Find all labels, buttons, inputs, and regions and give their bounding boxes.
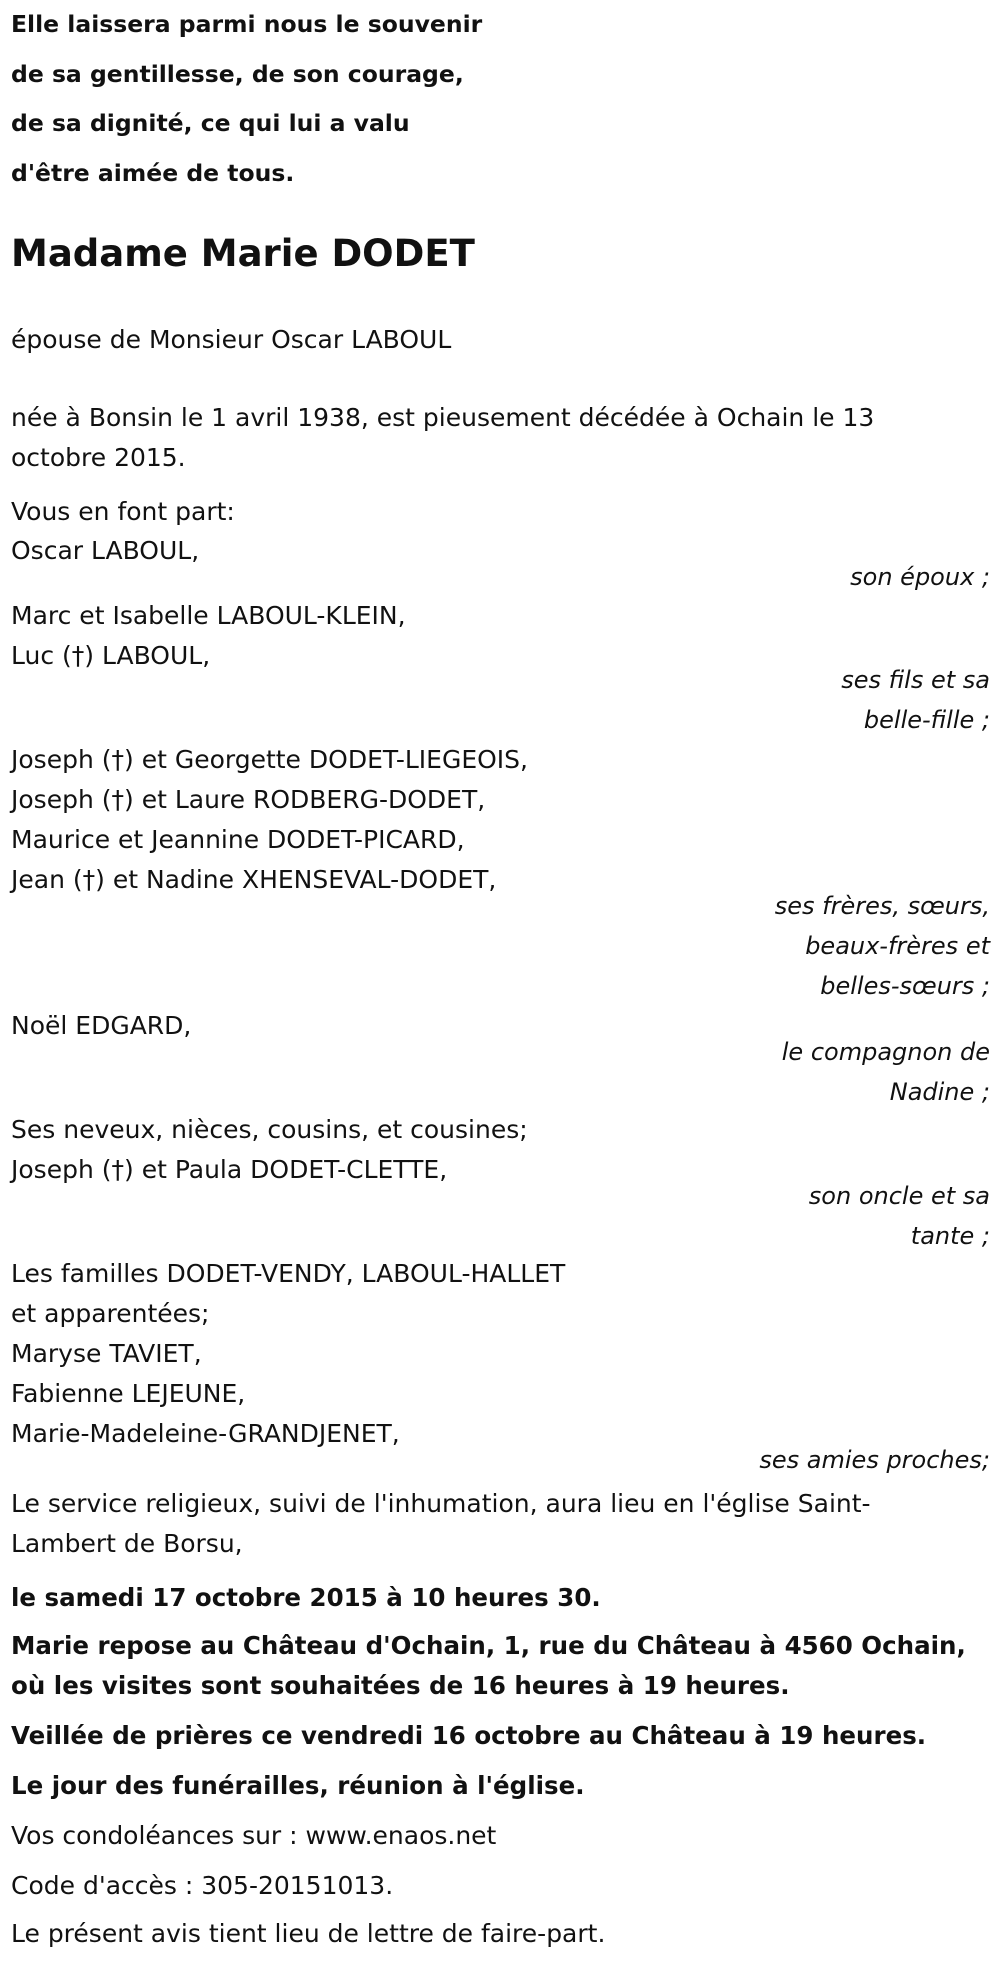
family-name: Maurice et Jeannine DODET-PICARD, [11, 825, 465, 854]
relation: ses frères, sœurs, [774, 892, 990, 920]
family-name: Jean (†) et Nadine XHENSEVAL-DODET, [11, 865, 497, 894]
verse-line: de sa dignité, ce qui lui a valu [11, 109, 410, 137]
family-name: Joseph (†) et Paula DODET-CLETTE, [11, 1155, 448, 1184]
service-date: le samedi 17 octobre 2015 à 10 heures 30. [11, 1583, 601, 1612]
closing-line: Le présent avis tient lieu de lettre de faire-part. [11, 1919, 606, 1948]
birth-death-line: née à Bonsin le 1 avril 1938, est pieusement décédée à Ochain le 13 [11, 403, 875, 432]
vigil-info: Veillée de prières ce vendredi 16 octobre au Château à 19 heures. [11, 1721, 927, 1750]
verse-line: d'être aimée de tous. [11, 158, 295, 187]
family-name: Joseph (†) et Laure RODBERG-DODET, [11, 785, 486, 814]
announce: Vous en font part: [11, 497, 235, 526]
family-name: Ses neveux, nièces, cousins, et cousines; [11, 1115, 528, 1144]
relation: belle-fille ; [863, 706, 990, 734]
repose-info: Marie repose au Château d'Ochain, 1, rue du Château à 4560 Ochain, [11, 1631, 966, 1660]
family-name: Oscar LABOUL, [11, 536, 200, 565]
family-name: Maryse TAVIET, [11, 1339, 202, 1368]
condolences-line: Vos condoléances sur : www.enaos.net [11, 1821, 497, 1850]
relation: tante ; [910, 1222, 990, 1250]
family-name: Fabienne LEJEUNE, [11, 1379, 246, 1408]
family-name: Marie-Madeleine-GRANDJENET, [11, 1419, 400, 1448]
family-name: Marc et Isabelle LABOUL-KLEIN, [11, 601, 406, 630]
relation: son oncle et sa [808, 1182, 990, 1210]
spouse-line: épouse de Monsieur Oscar LABOUL [11, 325, 452, 354]
deceased-name: Madame Marie DODET [11, 232, 475, 275]
relation: beaux-frères et [805, 932, 990, 960]
service-info: Le service religieux, suivi de l'inhumation, aura lieu en l'église Saint- [11, 1489, 871, 1518]
funeral-day-info: Le jour des funérailles, réunion à l'église. [11, 1771, 585, 1800]
relation: belles-sœurs ; [820, 972, 990, 1000]
birth-death-line: octobre 2015. [11, 443, 186, 472]
family-name: Luc (†) LABOUL, [11, 641, 211, 670]
relation: ses amies proches; [759, 1446, 990, 1474]
family-name: Joseph (†) et Georgette DODET-LIEGEOIS, [11, 745, 528, 774]
verse-line: de sa gentillesse, de son courage, [11, 59, 464, 88]
repose-info: où les visites sont souhaitées de 16 heures à 19 heures. [11, 1671, 790, 1700]
family-name: Les familles DODET-VENDY, LABOUL-HALLET [11, 1259, 566, 1288]
verse-line: Elle laissera parmi nous le souvenir [11, 10, 483, 38]
service-info: Lambert de Borsu, [11, 1529, 243, 1558]
relation: ses fils et sa [841, 666, 990, 694]
verse [11, 0, 990, 198]
access-code: Code d'accès : 305-20151013. [11, 1871, 394, 1900]
family-name: Noël EDGARD, [11, 1011, 192, 1040]
relation: le compagnon de [781, 1038, 990, 1066]
relation: son époux ; [850, 563, 990, 591]
relation: Nadine ; [889, 1078, 990, 1106]
family-name: et apparentées; [11, 1299, 210, 1328]
obituary-notice [11, 0, 990, 1948]
